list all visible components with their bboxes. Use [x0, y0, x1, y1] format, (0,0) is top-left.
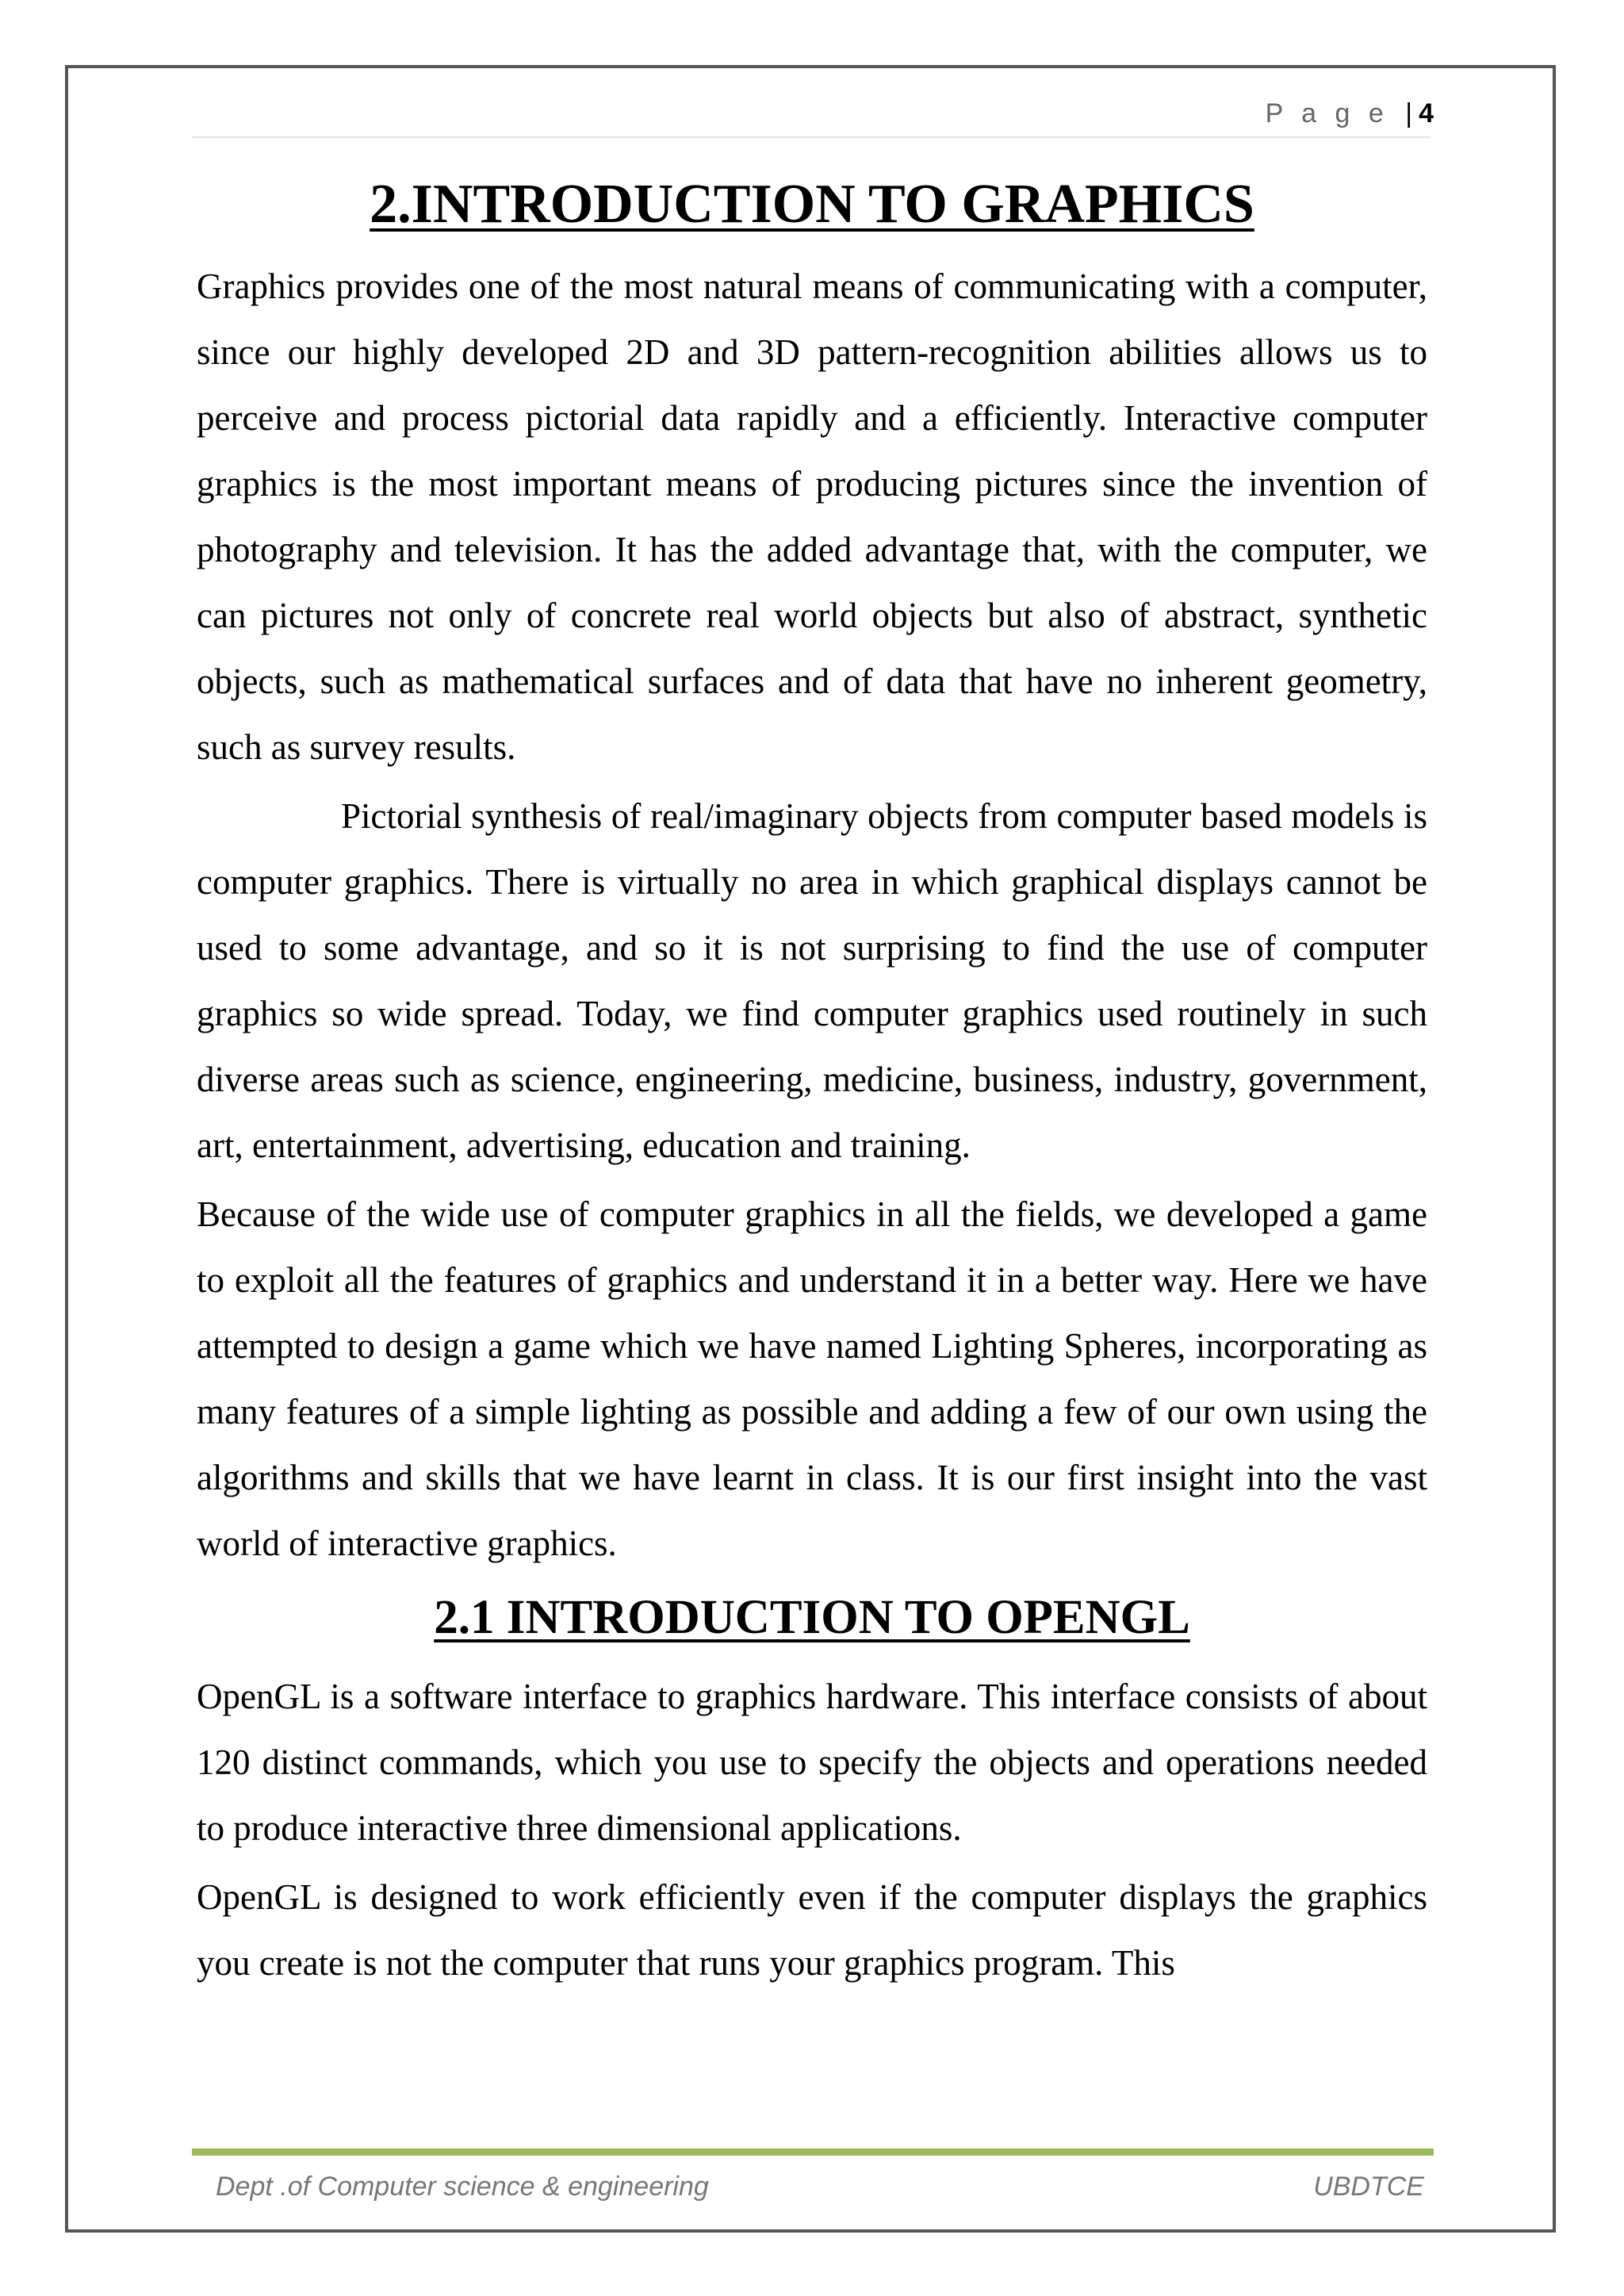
section-1-paragraph-3: Because of the wide use of computer graphics in all the fields, we developed a game to exploit all the features of graphics and understand it in a better way. Here we have attempted to design a game which we have named Lighting Spheres, incorporating as many features of a simple lighting as possible and adding a few of our own using the algorithms and skills that we have learnt in class. It is our first insight into the vast world of interactive graphics. [197, 1194, 1427, 1563]
section-2-title: 2.1 INTRODUCTION TO OPENGL [434, 1591, 1190, 1644]
section-1-paragraph-1: Graphics provides one of the most natural means of communicating with a computer, since our highly developed 2D and 3D pattern-recognition abilities allows us to perceive and process pictorial data rapidly and a efficiently. Interactive computer graphics is the most important means of producing pictures since the invention of photography and television. It has the added advantage that, with the computer, we can pictures not only of concrete real world objects but also of abstract, synthetic objects, such as mathematical surfaces and of data that have no inherent geometry, such as survey results. [197, 266, 1427, 767]
page-content [197, 167, 1427, 1999]
section-2-paragraph-2: OpenGL is designed to work efficiently even if the computer displays the graphics you create is not the computer that runs your graphics program. This [197, 1877, 1427, 1983]
section-1-paragraph-2: Pictorial synthesis of real/imaginary objects from computer based models is computer graphics. There is virtually no area in which graphical displays cannot be used to some advantage, and so it is not surprising to find the use of computer graphics so wide spread. Today, we find computer graphics used routinely in such diverse areas such as science, engineering, medicine, business, industry, government, art, entertainment, advertising, education and training. [197, 796, 1427, 1165]
section-1-title: 2.INTRODUCTION TO GRAPHICS [370, 174, 1254, 235]
section-2-paragraph-1: OpenGL is a software interface to graphics hardware. This interface consists of about 120 distinct commands, which you use to specify the objects and operations needed to produce interactive three dimensional applications. [197, 1677, 1427, 1848]
page-number: 4 [1419, 98, 1434, 128]
page-label: P a g e [1265, 98, 1389, 128]
page-number-header [1266, 98, 1434, 129]
footer-institution: UBDTCE [1313, 2171, 1424, 2202]
footer-rule [192, 2148, 1434, 2156]
page-separator: | [1405, 98, 1413, 128]
header-rule [192, 136, 1431, 138]
footer-department: Dept .of Computer science & engineering [216, 2171, 709, 2202]
